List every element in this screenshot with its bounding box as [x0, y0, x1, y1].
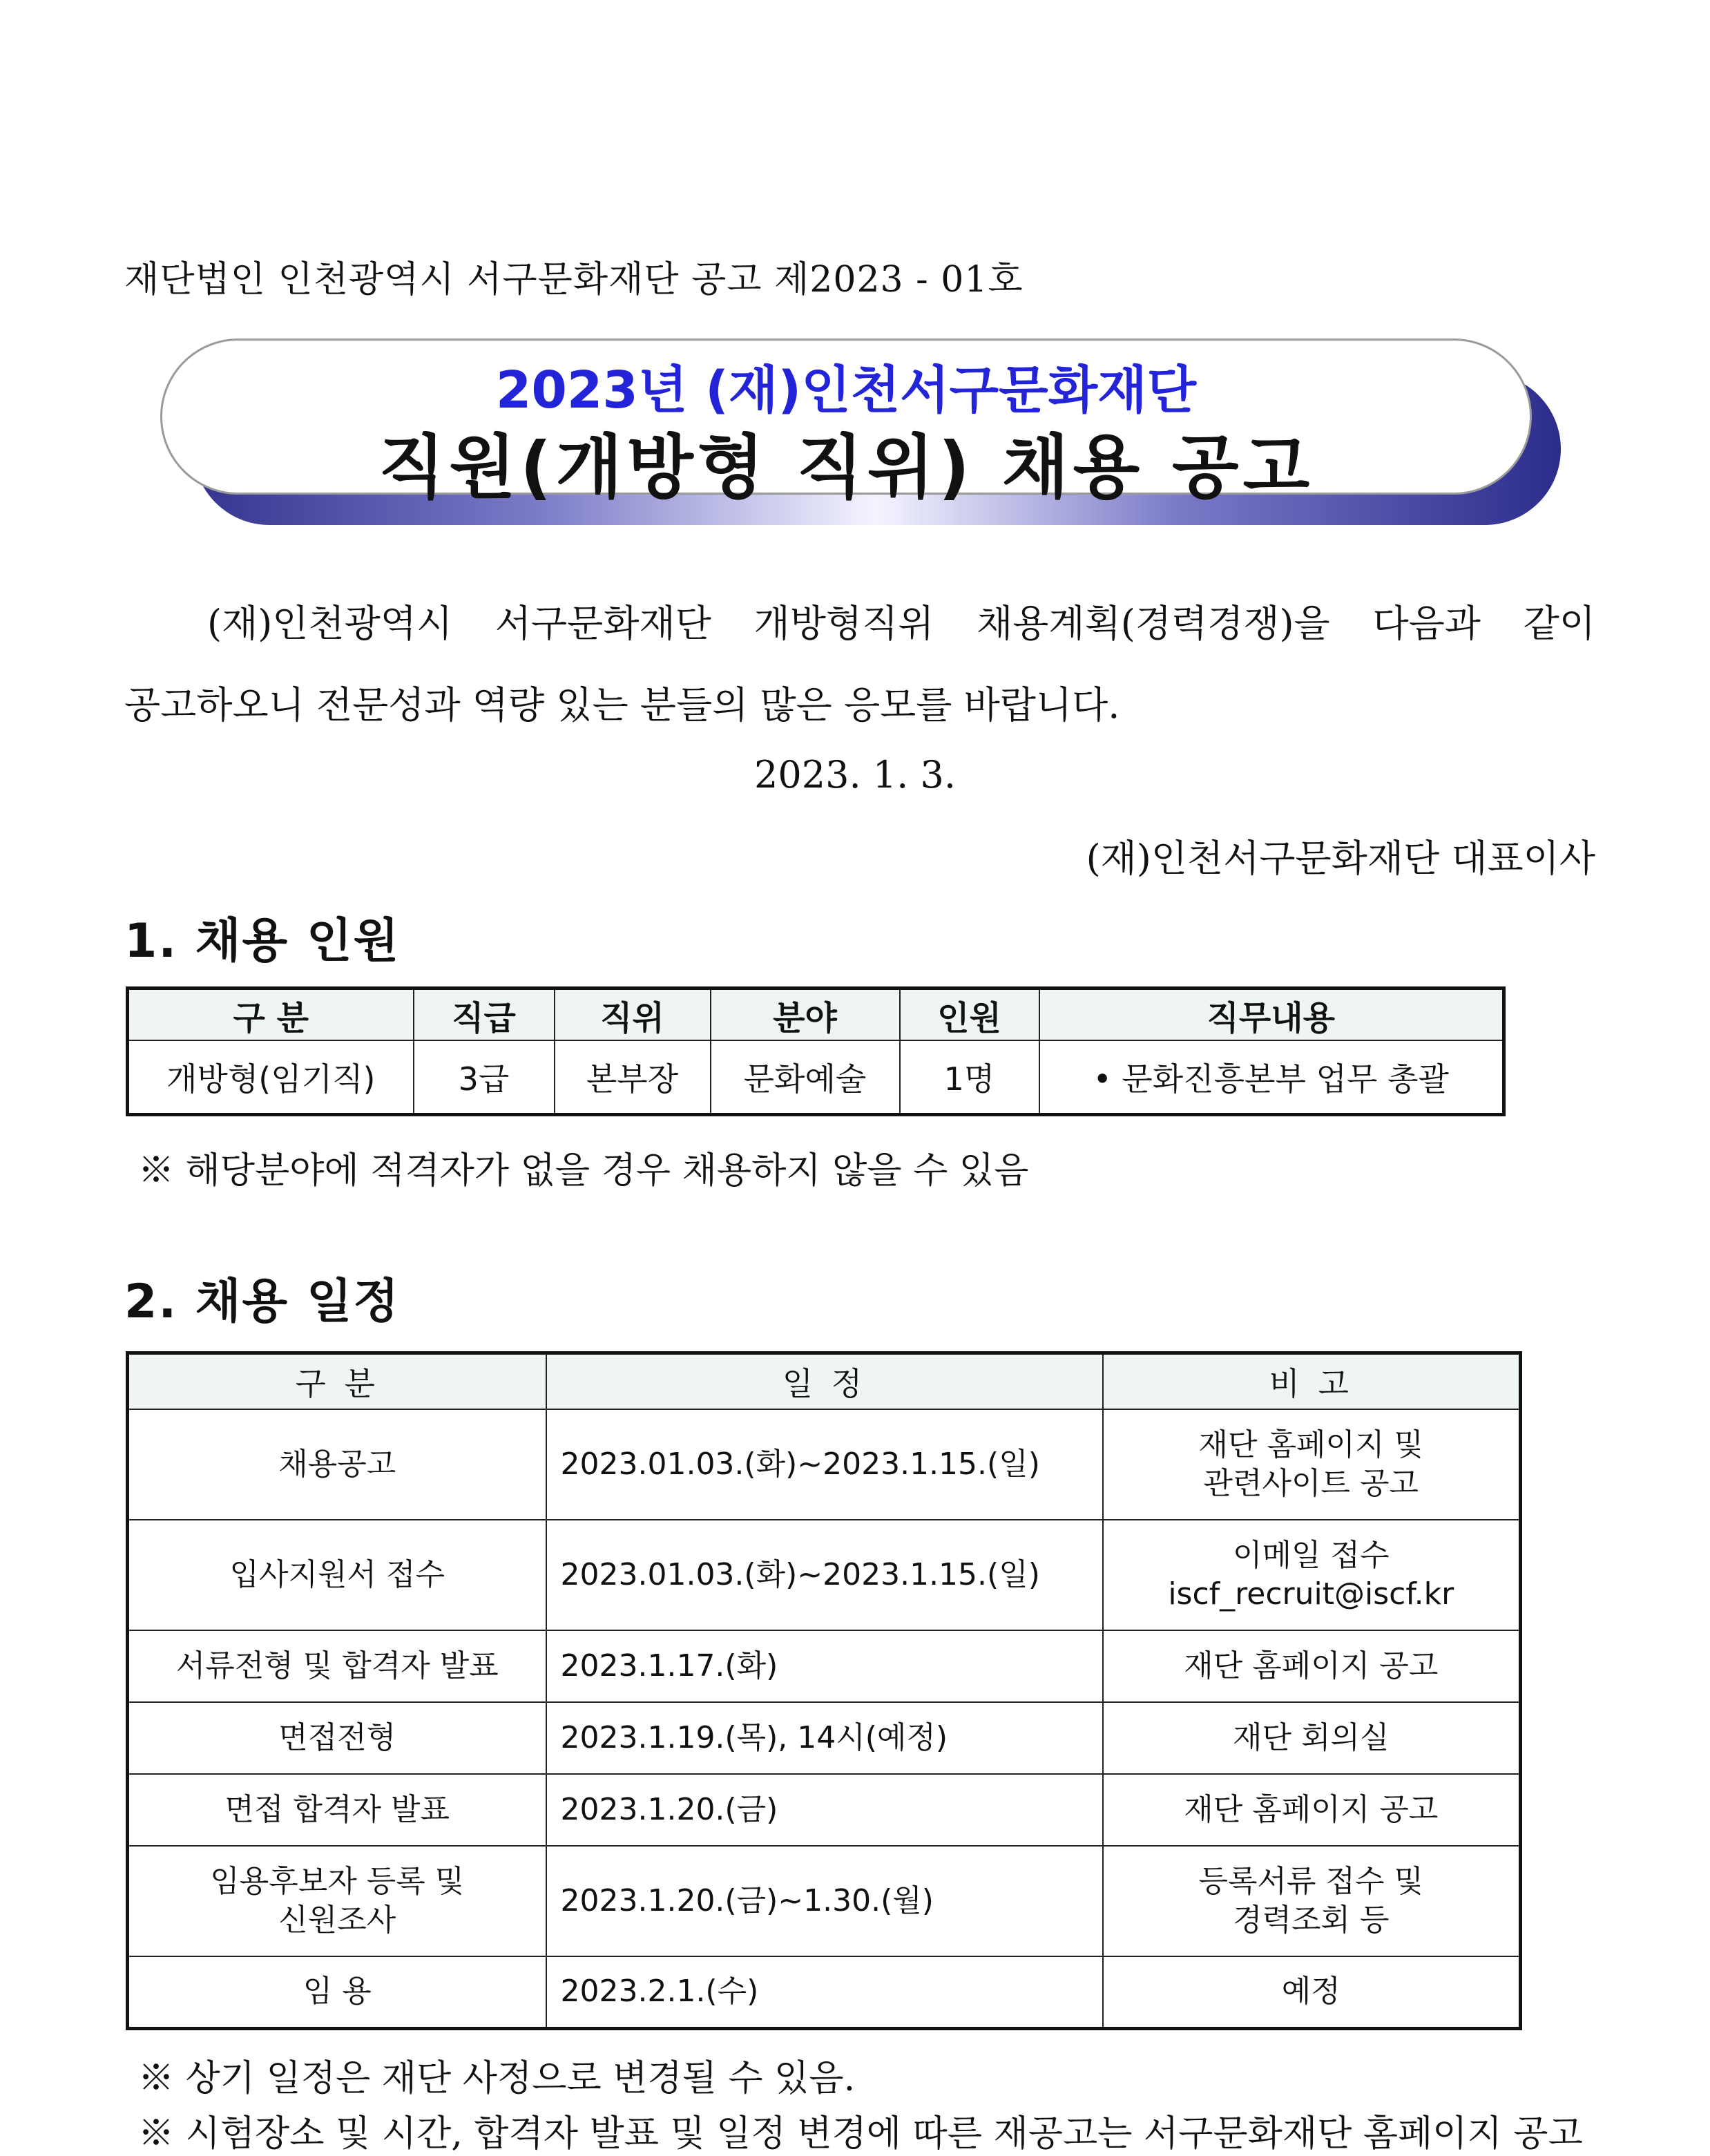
header-category: 구 분: [128, 989, 414, 1041]
cell-remark: 등록서류 접수 및 경력조회 등: [1103, 1846, 1521, 1956]
header-schedule: 일 정: [546, 1353, 1103, 1410]
cell-schedule: 2023.2.1.(수): [546, 1956, 1103, 2028]
section1-note: ※ 해당분야에 적격자가 없을 경우 채용하지 않을 수 있음: [138, 1150, 1029, 1192]
section2-note2: ※ 시험장소 및 시간, 합격자 발표 및 일정 변경에 따른 재공고는 서구문화재단 홈페이지 공고: [138, 2113, 1583, 2155]
cell-duties: • 문화진흥본부 업무 총괄: [1039, 1040, 1504, 1115]
cell-schedule: 2023.01.03.(화)~2023.1.15.(일): [546, 1520, 1103, 1630]
title-line2: 직원(개방형 직위) 채용 공고: [378, 427, 1314, 508]
header-headcount: 인원: [900, 989, 1039, 1041]
table-row: [128, 1846, 1521, 1956]
cell-stage: 입사지원서 접수: [128, 1520, 546, 1630]
title-line1: 2023년 (재)인천서구문화재단: [495, 361, 1197, 420]
recruitment-table: [126, 986, 1506, 1116]
table-row: [128, 1956, 1521, 2028]
section1-heading: 1. 채용 인원: [124, 914, 401, 969]
table-header-row: [128, 1353, 1521, 1410]
section2-heading: 2. 채용 일정: [124, 1275, 401, 1329]
cell-stage: 서류전형 및 합격자 발표: [128, 1630, 546, 1702]
cell-stage: 임용후보자 등록 및 신원조사: [128, 1846, 546, 1956]
cell-position: 본부장: [555, 1040, 711, 1115]
cell-stage: 면접 합격자 발표: [128, 1774, 546, 1846]
cell-stage: 면접전형: [128, 1702, 546, 1774]
notice-date: 2023. 1. 3.: [754, 753, 956, 796]
cell-category: 개방형(임기직): [128, 1040, 414, 1115]
cell-remark: 재단 홈페이지 및 관련사이트 공고: [1103, 1409, 1521, 1520]
cell-remark: 재단 회의실: [1103, 1702, 1521, 1774]
table-row: [128, 1702, 1521, 1774]
cell-field: 문화예술: [711, 1040, 900, 1115]
cell-schedule: 2023.1.20.(금): [546, 1774, 1103, 1846]
header-remark: 비 고: [1103, 1353, 1521, 1410]
cell-remark: 재단 홈페이지 공고: [1103, 1630, 1521, 1702]
signature: (재)인천서구문화재단 대표이사: [1086, 837, 1595, 880]
section2-note1: ※ 상기 일정은 재단 사정으로 변경될 수 있음.: [138, 2058, 856, 2099]
cell-stage: 임 용: [128, 1956, 546, 2028]
cell-stage: 채용공고: [128, 1409, 546, 1520]
table-row: [128, 1040, 1504, 1115]
table-row: [128, 1630, 1521, 1702]
table-row: [128, 1520, 1521, 1630]
cell-headcount: 1명: [900, 1040, 1039, 1115]
table-row: [128, 1774, 1521, 1846]
schedule-table: [126, 1351, 1522, 2030]
table-header-row: [128, 989, 1504, 1041]
notice-number: 재단법인 인천광역시 서구문화재단 공고 제2023 - 01호: [124, 259, 1024, 300]
cell-schedule: 2023.01.03.(화)~2023.1.15.(일): [546, 1409, 1103, 1520]
header-field: 분야: [711, 989, 900, 1041]
cell-remark: 이메일 접수 iscf_recruit@iscf.kr: [1103, 1520, 1521, 1630]
intro-line1: (재)인천광역시 서구문화재단 개방형직위 채용계획(경력경쟁)을 다음과 같이: [207, 602, 1595, 645]
table-row: [128, 1409, 1521, 1520]
cell-remark: 예정: [1103, 1956, 1521, 2028]
cell-grade: 3급: [414, 1040, 555, 1115]
header-stage: 구 분: [128, 1353, 546, 1410]
cell-remark: 재단 홈페이지 공고: [1103, 1774, 1521, 1846]
intro-line2: 공고하오니 전문성과 역량 있는 분들의 많은 응모를 바랍니다.: [124, 683, 1120, 727]
cell-schedule: 2023.1.17.(화): [546, 1630, 1103, 1702]
header-duties: 직무내용: [1039, 989, 1504, 1041]
header-grade: 직급: [414, 989, 555, 1041]
cell-schedule: 2023.1.20.(금)~1.30.(월): [546, 1846, 1103, 1956]
cell-schedule: 2023.1.19.(목), 14시(예정): [546, 1702, 1103, 1774]
header-position: 직위: [555, 989, 711, 1041]
